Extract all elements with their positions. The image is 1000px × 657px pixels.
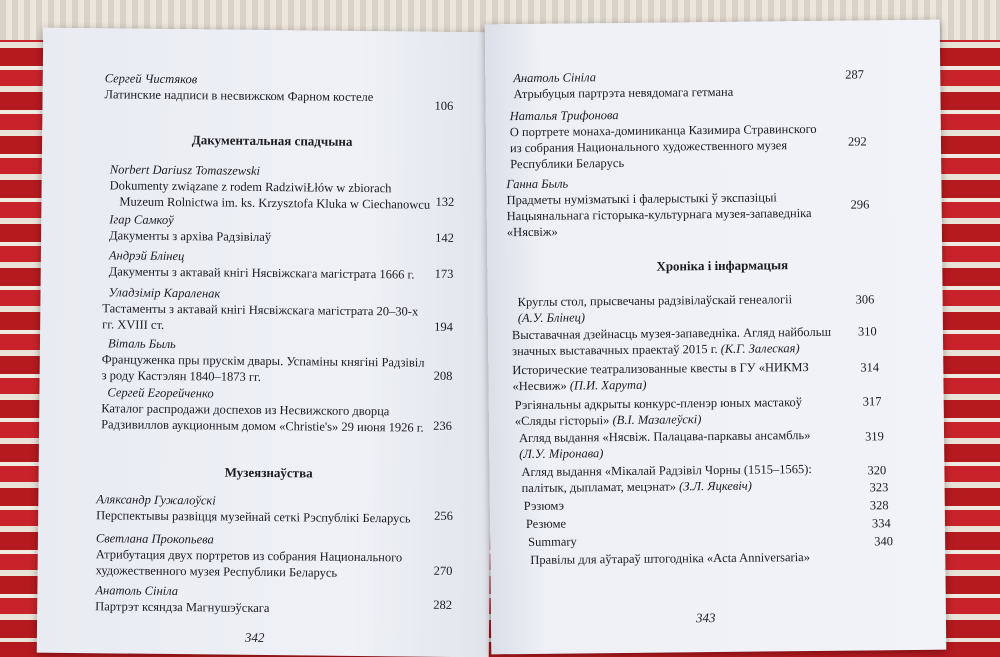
chronicle-text: Круглы стол, прысвечаны радзівілаўскай генеалогіі [517, 292, 793, 310]
entry-author: Ігар Самкоў [109, 212, 174, 228]
toc-entry[interactable] [96, 530, 436, 582]
page-number: 340 [874, 534, 893, 549]
entry-author: Norbert Dariusz Tomaszewski [109, 162, 261, 178]
entry-title: Каталог распродажи доспехов из Несвижского дворца Радзивиллов аукционным домом «Christie's» 29 июня 1926 г. [101, 401, 424, 435]
entry-title: Партрэт ксяндза Магнушэўскага [95, 599, 270, 616]
page-number: 132 [435, 194, 455, 209]
page-number: 314 [860, 360, 880, 375]
page-number: 106 [434, 98, 454, 113]
chronicle-text: Рэгіянальны адкрыты конкурс-пленэр юных мастакоў «Сляды гісторыі» [514, 395, 803, 429]
entry-author: Анатоль Сініла [513, 70, 597, 86]
entry-author: Анатоль Сініла [95, 583, 179, 599]
page-number: 317 [862, 394, 882, 409]
right-page [485, 20, 947, 655]
chronicle-text: Правілы для аўтараў штогодніка «Acta Anniversaria» [530, 550, 811, 567]
page-number: 173 [434, 266, 454, 281]
page-number: 319 [864, 429, 884, 444]
entry-author: Аляксандр Гужалоўскі [96, 492, 216, 508]
page-number: 310 [857, 324, 877, 339]
page-number: 142 [435, 230, 454, 245]
entry-title: О портрете монаха-доминиканца Казимира Стравинского из собрания Национального художественного музея Республики Беларусь [509, 121, 817, 172]
page-number: 256 [434, 508, 454, 523]
page-number: 282 [433, 597, 453, 612]
toc-entry[interactable] [513, 67, 813, 102]
entry-title: Латинские надписи в несвижском Фарном костеле [104, 87, 374, 105]
page-folio: 343 [695, 610, 716, 626]
entry-author: Сергей Чистяков [104, 71, 198, 87]
toc-entry[interactable] [109, 211, 429, 246]
entry-title: Француженка пры прускім двары. Успаміны княгіні Радзівіл з роду Кастэлян 1840–1873 гг. [101, 352, 425, 384]
toc-entry[interactable] [109, 161, 434, 212]
section-heading: Хроніка і інфармацыя [656, 257, 789, 274]
entry-title: Перспектывы развіцця музейнай сеткі Рэспублікі Беларусь [96, 508, 411, 526]
page-folio: 342 [244, 629, 265, 645]
entry-title: Тастаменты з актавай кнігі Нясвіжскага магістрата 20–30-х гг. XVIII ст. [102, 301, 419, 332]
chronicle-credit: (З.Л. Яцкевіч) [679, 478, 752, 494]
section-heading: Музеязнаўства [224, 464, 313, 481]
page-number: 323 [869, 480, 889, 495]
entry-author: Уладзімір Караленак [108, 285, 221, 301]
page-number: 320 [867, 463, 887, 478]
entry-title: Атрибутация двух портретов из собрания Национального художественного музея Республики Беларусь [95, 547, 403, 580]
toc-entry[interactable] [105, 70, 435, 105]
chronicle-credit: (А.У. Блінец) [517, 310, 586, 326]
chronicle-text: Исторические театрализованные квесты в ГУ «НИКМЗ «Несвиж» [512, 360, 809, 394]
page-number: 328 [869, 498, 889, 513]
chronicle-entry[interactable] [518, 291, 848, 326]
section-heading: Дакументальная спадчына [191, 132, 353, 149]
chronicle-credit: (К.Г. Залеская) [720, 341, 800, 356]
chronicle-entry[interactable] [528, 533, 648, 550]
chronicle-text: Агляд выдання «Мікалай Радзівіл Чорны (1515–1565): палітык, дыпламат, мецэнат» [521, 461, 812, 496]
chronicle-entry[interactable] [521, 461, 846, 496]
chronicle-text: Агляд выдання «Нясвіж. Палацава-паркавы ансамбль» [518, 428, 811, 446]
entry-title: Дакументы з актавай кнігі Нясвіжскага магістрата 1666 г. [108, 264, 415, 282]
chronicle-entry[interactable] [512, 324, 842, 359]
toc-entry[interactable] [109, 247, 439, 282]
chronicle-entry[interactable] [519, 427, 839, 462]
page-number: 292 [847, 134, 867, 149]
toc-entry[interactable] [506, 173, 827, 240]
page-number: 287 [845, 67, 865, 82]
page-number: 334 [871, 516, 891, 531]
entry-title: Dokumenty związane z rodem RadziwiŁłów w zbiorach Muzeum Rolnictwa im. ks. Krzysztofa Kluka w Ciechanowcu [109, 178, 431, 212]
chronicle-entry[interactable] [530, 548, 860, 567]
page-number: 236 [433, 418, 452, 433]
entry-author: Светлана Прокопьева [95, 531, 214, 547]
toc-entry[interactable] [101, 384, 441, 436]
page-number: 296 [850, 197, 870, 212]
toc-entry[interactable] [510, 105, 831, 172]
toc-entry[interactable] [102, 284, 422, 335]
page-number: 208 [433, 368, 453, 383]
chronicle-credit: (В.І. Мазалеўскі) [612, 412, 702, 428]
page-number: 270 [433, 563, 453, 578]
chronicle-credit: (Л.У. Міронава) [519, 446, 604, 462]
entry-title: Прадметы нумізматыкі і фалерыстыкі ў экспазіцыі Нацыянальнага гісторыка-культурнага музея-запаведніка «Нясвіж» [506, 190, 812, 240]
chronicle-credit: (П.И. Харута) [569, 377, 647, 393]
entry-title: Дакументы з архіва Радзівілаў [109, 228, 272, 245]
chronicle-entry[interactable] [515, 394, 845, 429]
chronicle-entry[interactable] [524, 497, 644, 514]
entry-author: Ганна Быль [506, 176, 569, 192]
entry-author: Наталья Трифонова [509, 108, 619, 124]
entry-title: Атрыбуцыя партрэта невядомага гетмана [513, 84, 734, 102]
entry-author: Віталь Быль [107, 336, 176, 352]
page-number: 306 [855, 292, 875, 307]
left-page [37, 28, 496, 657]
chronicle-entry[interactable] [512, 359, 842, 394]
chronicle-text: Summary [528, 534, 577, 549]
entry-author: Сергей Егорейченко [107, 385, 214, 401]
entry-author: Андрэй Блінец [108, 248, 185, 264]
page-number: 194 [434, 319, 453, 334]
chronicle-text: Резюме [525, 516, 567, 531]
toc-entry[interactable] [96, 491, 436, 527]
chronicle-text: Выставачная дзейнасць музея-запаведніка. Агляд найбольш значных выставачных праектаў 2015 г. [511, 324, 832, 359]
toc-entry[interactable] [95, 582, 415, 617]
toc-entry[interactable] [102, 335, 432, 386]
chronicle-entry[interactable] [526, 515, 646, 532]
chronicle-text: Рэзюмэ [523, 498, 565, 514]
